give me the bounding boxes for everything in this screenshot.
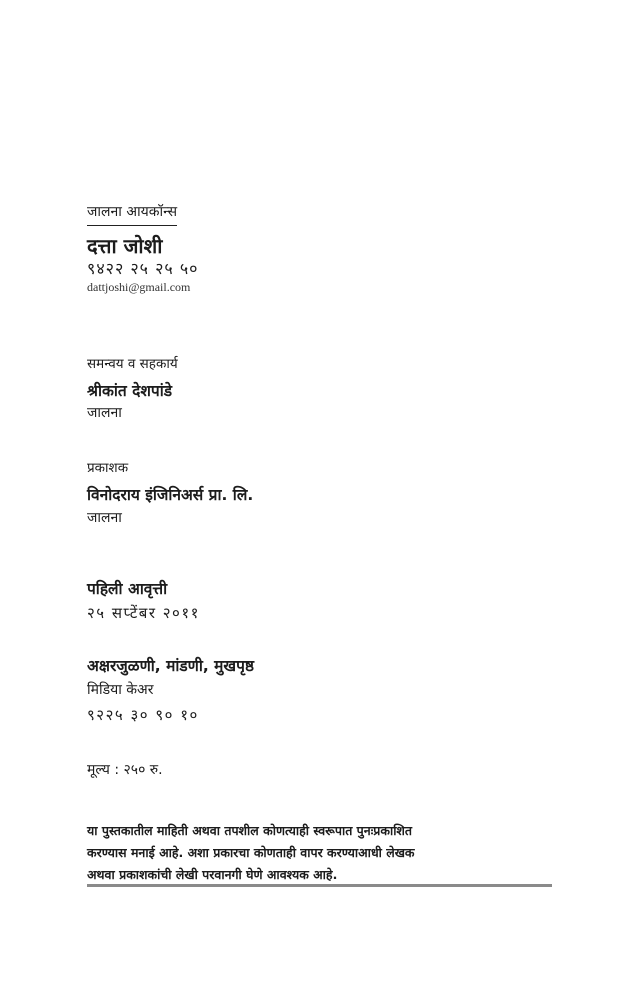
design-studio-phone: ९२२५ ३० ९० १० — [87, 706, 199, 724]
coordinator-place: जालना — [87, 405, 122, 421]
design-credits-label: अक्षरजुळणी, मांडणी, मुखपृष्ठ — [87, 657, 255, 675]
coordination-label: समन्वय व सहकार्य — [87, 356, 178, 372]
copyright-notice-line-2: करण्यास मनाई आहे. अशा प्रकारचा कोणताही वापर करण्याआधी लेखक — [87, 845, 415, 860]
publisher-label: प्रकाशक — [87, 460, 129, 476]
edition-date: २५ सप्टेंबर २०११ — [87, 604, 200, 622]
copyright-notice-line-3: अथवा प्रकाशकांची लेखी परवानगी घेणे आवश्यक आहे. — [87, 867, 338, 882]
author-name: दत्ता जोशी — [87, 234, 163, 258]
copyright-notice-line-1: या पुस्तकातील माहिती अथवा तपशील कोणत्याही स्वरूपात पुनःप्रकाशित — [87, 823, 413, 838]
coordinator-name: श्रीकांत देशपांडे — [87, 382, 173, 400]
imprint-page — [87, 0, 557, 986]
copyright-notice — [87, 820, 552, 886]
author-phone: ९४२२ २५ २५ ५० — [87, 259, 199, 278]
publisher-place: जालना — [87, 510, 122, 526]
price: मूल्य : २५० रु. — [87, 762, 163, 778]
publisher-name: विनोदराय इंजिनिअर्स प्रा. लि. — [87, 486, 254, 504]
author-email: dattjoshi@gmail.com — [87, 280, 191, 294]
notice-divider — [87, 884, 552, 887]
design-studio-name: मिडिया केअर — [87, 682, 154, 698]
edition-label: पहिली आवृत्ती — [87, 580, 168, 598]
series-title: जालना आयकॉन्स — [87, 202, 177, 226]
